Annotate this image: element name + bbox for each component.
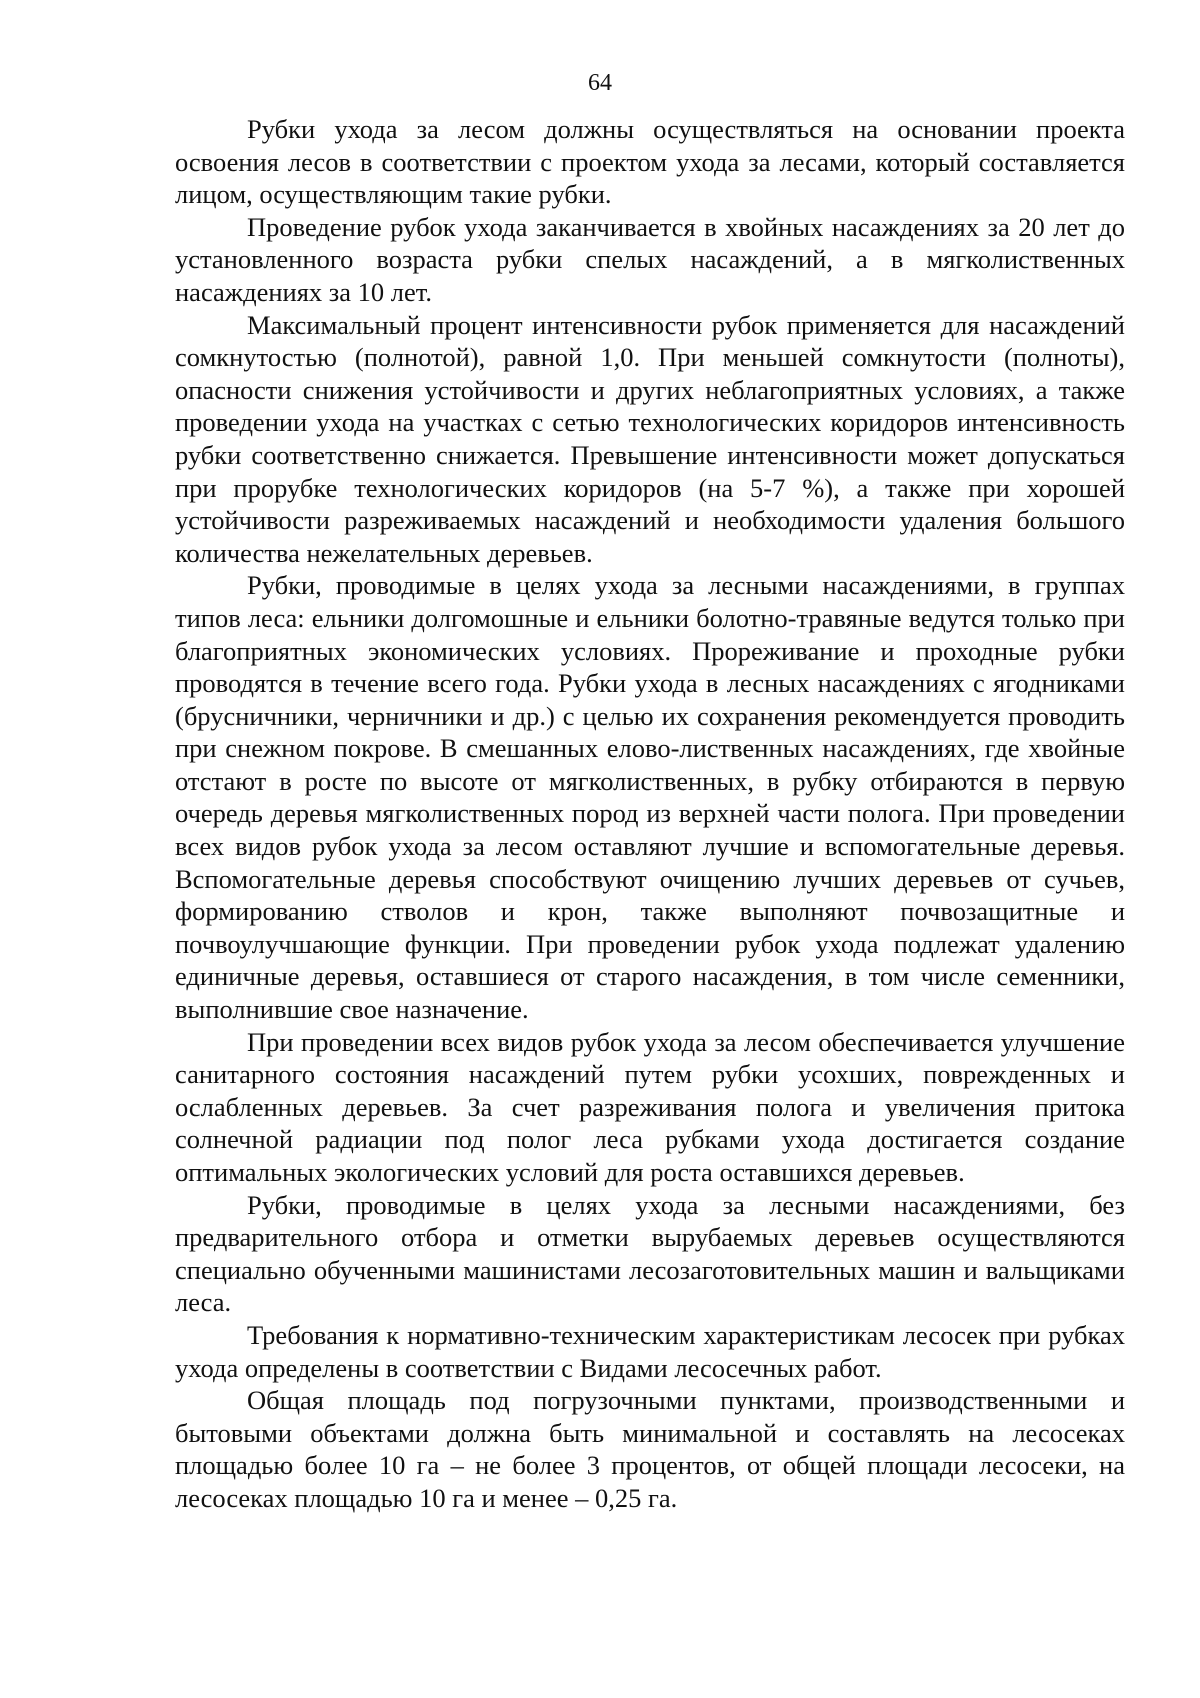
paragraph: Рубки, проводимые в целях ухода за лесными насаждениями, в группах типов леса: ельники долгомошные и ельники болотно-травяные ведутся только при благоприятных экономических условиях. Прореживание и проходные рубки проводятся в течение всего года. Рубки ухода в лесных насаждениях с ягодниками (брусничники, черничники и др.) с целью их сохранения рекомендуется проводить при снежном покрове. В смешанных елово-лиственных насаждениях, где хвойные отстают в росте по высоте от мягколиственных, в рубку отбираются в первую очередь деревья мягколиственных пород из верхней части полога. При проведении всех видов рубок ухода за лесом оставляют лучшие и вспомогательные деревья. Вспомогательные деревья способствуют очищению лучших деревьев от сучьев, формированию стволов и крон, также выполняют почвозащитные и почвоулучшающие функции. При проведении рубок ухода подлежат удалению единичные деревья, оставшиеся от старого насаждения, в том числе семенники, выполнившие свое назначение. bbox=[175, 570, 1125, 1025]
paragraph: Рубки ухода за лесом должны осуществляться на основании проекта освоения лесов в соответствии с проектом ухода за лесами, который составляется лицом, осуществляющим такие рубки. bbox=[175, 114, 1125, 210]
paragraph: Рубки, проводимые в целях ухода за лесными насаждениями, без предварительного отбора и отметки вырубаемых деревьев осуществляются специально обученными машинистами лесозаготовительных машин и вальщиками леса. bbox=[175, 1189, 1125, 1318]
page-number: 64 bbox=[588, 70, 612, 96]
paragraph: Требования к нормативно-техническим характеристикам лесосек при рубках ухода определены в соответствии с Видами лесосечных работ. bbox=[175, 1319, 1125, 1383]
paragraph: Максимальный процент интенсивности рубок применяется для насаждений сомкнутостью (полнотой), равной 1,0. При меньшей сомкнутости (полноты), опасности снижения устойчивости и других неблагоприятных условиях, а также проведении ухода на участках с сетью технологических коридоров интенсивность рубки соответственно снижается. Превышение интенсивности может допускаться при прорубке технологических коридоров (на 5-7 %), а также при хорошей устойчивости разреживаемых насаждений и необходимости удаления большого количества нежелательных деревьев. bbox=[175, 309, 1125, 568]
paragraph: При проведении всех видов рубок ухода за лесом обеспечивается улучшение санитарного состояния насаждений путем рубки усохших, поврежденных и ослабленных деревьев. За счет разреживания полога и увеличения притока солнечной радиации под полог леса рубками ухода достигается создание оптимальных экологических условий для роста оставшихся деревьев. bbox=[175, 1026, 1125, 1187]
document-body bbox=[175, 113, 1125, 1515]
paragraph: Проведение рубок ухода заканчивается в хвойных насаждениях за 20 лет до установленного возраста рубки спелых насаждений, а в мягколиственных насаждениях за 10 лет. bbox=[175, 211, 1125, 307]
paragraph: Общая площадь под погрузочными пунктами, производственными и бытовыми объектами должна быть минимальной и составлять на лесосеках площадью более 10 га – не более 3 процентов, от общей площади лесосеки, на лесосеках площадью 10 га и менее – 0,25 га. bbox=[175, 1385, 1125, 1513]
